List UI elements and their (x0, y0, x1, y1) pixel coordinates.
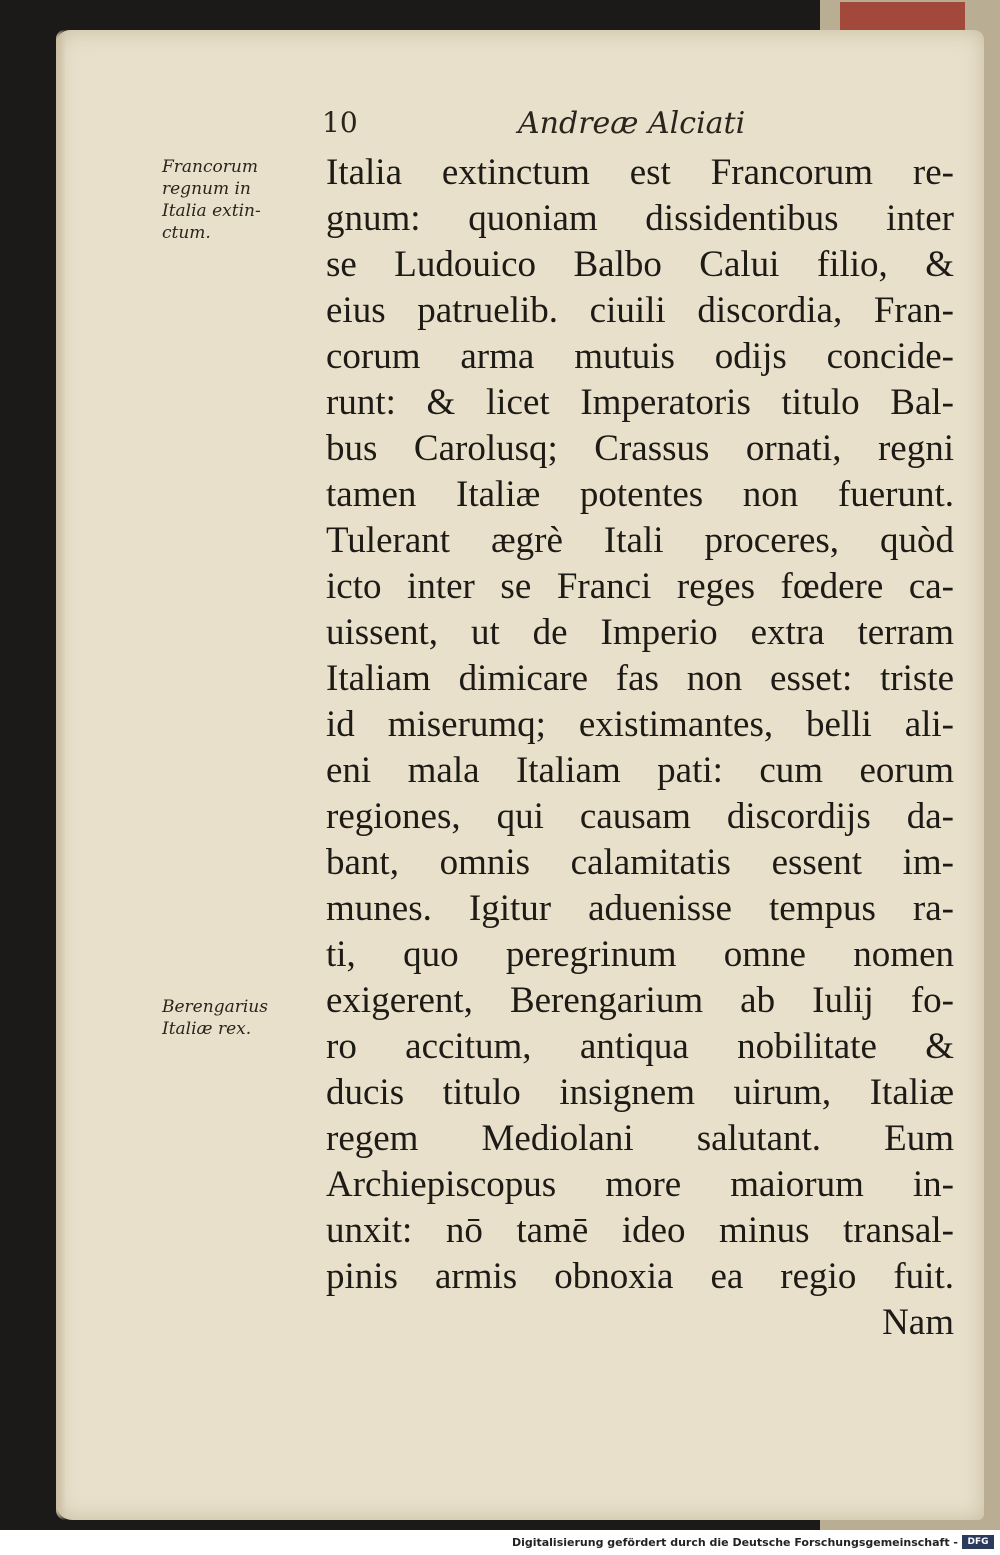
body-text (326, 150, 954, 1346)
text-line: unxit: nō tamē ideo minus transal- (326, 1210, 954, 1251)
margin-note-line: regnum in (162, 179, 251, 199)
margin-note-line: Italiæ rex. (162, 1019, 252, 1039)
page-number: 10 (322, 106, 358, 139)
margin-note (162, 996, 322, 1040)
text-line: Italiam dimicare fas non esset: triste (326, 658, 954, 699)
running-head-title: Andreæ Alciati (518, 106, 746, 141)
margin-note-line: ctum. (162, 223, 211, 243)
text-line: Italia extinctum est Francorum re- (326, 152, 954, 193)
text-line: runt: & licet Imperatoris titulo Bal- (326, 382, 954, 423)
funding-notice: Digitalisierung gefördert durch die Deutsche Forschungsgemeinschaft - (511, 1536, 958, 1549)
text-line: ducis titulo insignem uirum, Italiæ (326, 1072, 954, 1113)
text-line: corum arma mutuis odijs concide- (326, 336, 954, 377)
margin-note (162, 156, 322, 244)
text-line: Archiepiscopus more maiorum in- (326, 1164, 954, 1205)
text-line: regiones, qui causam discordijs da- (326, 796, 954, 837)
text-line: bus Carolusq; Crassus ornati, regni (326, 428, 954, 469)
page-gutter-shadow (56, 30, 66, 1520)
text-line: regem Mediolani salutant. Eum (326, 1118, 954, 1159)
facing-page-marker (840, 2, 965, 32)
text-line: munes. Igitur aduenisse tempus ra- (326, 888, 954, 929)
running-head (322, 106, 782, 150)
text-line: icto inter se Franci reges fœdere ca- (326, 566, 954, 607)
text-line: se Ludouico Balbo Calui filio, & (326, 244, 954, 285)
text-line: ti, quo peregrinum omne nomen (326, 934, 954, 975)
text-line: uissent, ut de Imperio extra terram (326, 612, 954, 653)
margin-note-line: Francorum (162, 157, 258, 177)
text-line: id miserumq; existimantes, belli ali- (326, 704, 954, 745)
text-line: bant, omnis calamitatis essent im- (326, 842, 954, 883)
text-line: eni mala Italiam pati: cum eorum (326, 750, 954, 791)
text-line: gnum: quoniam dissidentibus inter (326, 198, 954, 239)
text-line: eius patruelib. ciuili discordia, Fran- (326, 290, 954, 331)
text-line: exigerent, Berengarium ab Iulij fo- (326, 980, 954, 1021)
catchword: Nam (882, 1302, 954, 1343)
dfg-logo-icon: DFG (962, 1535, 994, 1549)
margin-note-line: Berengarius (162, 997, 268, 1017)
text-line: pinis armis obnoxia ea regio fuit. (326, 1256, 954, 1297)
digitization-footer (0, 1530, 1000, 1555)
text-line: ro accitum, antiqua nobilitate & (326, 1026, 954, 1067)
text-line: tamen Italiæ potentes non fuerunt. (326, 474, 954, 515)
margin-note-line: Italia extin- (162, 201, 261, 221)
text-line: Tulerant ægrè Itali proceres, quòd (326, 520, 954, 561)
